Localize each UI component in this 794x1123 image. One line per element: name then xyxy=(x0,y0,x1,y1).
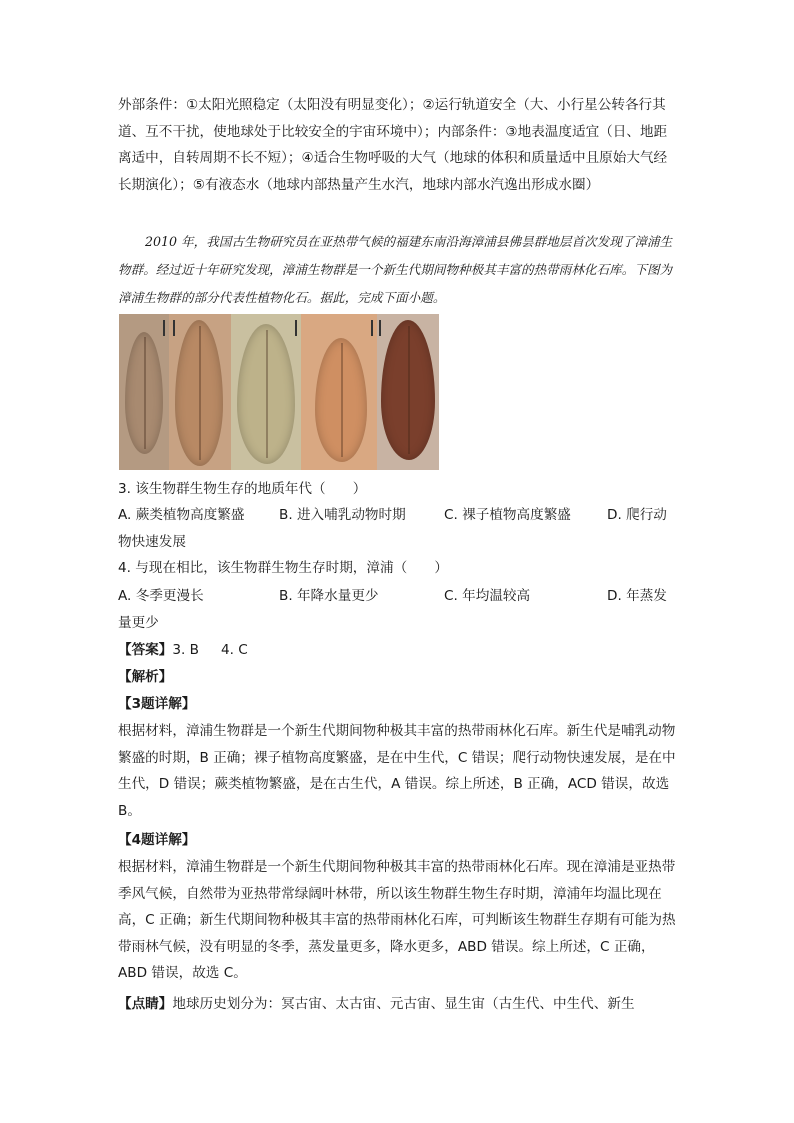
leaf-midrib xyxy=(266,330,268,459)
answer-4: 4. C xyxy=(221,642,248,658)
leaf-shape xyxy=(237,324,295,464)
answer-row xyxy=(118,637,678,664)
leaf-midrib xyxy=(144,337,146,449)
material-text: 2010 年，我国古生物研究员在亚热带气候的福建东南沿海漳浦县佛昙群地层首次发现了漳浦生物群。经过近十年研究发现，漳浦生物群是一个新生代期间物种极其丰富的热带雨林化石库。下图为漳浦生物群的部分代表性植物化石。据此，完成下面小题。 xyxy=(118,234,673,305)
leaf-midrib xyxy=(408,326,410,455)
q4-option-d: D. 年蒸发 xyxy=(607,588,667,604)
q4-option-c: C. 年均温较高 xyxy=(444,588,531,604)
fossil-1-photo xyxy=(119,314,169,470)
scale-bar xyxy=(371,320,373,336)
fossil-4-photo xyxy=(301,314,377,470)
fossil-3-photo xyxy=(231,314,301,470)
analysis-label: 【解析】 xyxy=(118,669,173,685)
question-3-options xyxy=(118,502,678,555)
leaf-shape xyxy=(381,320,435,460)
q3-option-a: A. 蕨类植物高度繁盛 xyxy=(118,507,245,523)
q3-option-d: D. 爬行动 xyxy=(607,507,667,523)
q4-option-a: A. 冬季更漫长 xyxy=(118,588,204,604)
question-4-options xyxy=(118,583,678,636)
fossil-figure xyxy=(119,314,439,470)
q3-option-b: B. 进入哺乳动物时期 xyxy=(279,507,406,523)
fossil-2-photo xyxy=(169,314,231,470)
tip-text: 地球历史划分为：冥古宙、太古宙、元古宙、显生宙（古生代、中生代、新生 xyxy=(172,996,635,1012)
scale-bar xyxy=(379,320,381,336)
conditions-paragraph: 外部条件：①太阳光照稳定（太阳没有明显变化）；②运行轨道安全（大、小行星公转各行其道、互不干扰，使地球处于比较安全的宇宙环境中）；内部条件：③地表温度适宜（日、地距离适中，自转周期不长不短）；④适合生物呼吸的大气（地球的体积和质量适中且原始大气经长期演化）；⑤有液态水（地球内部热量产生水汽，地球内部水汽逸出形成水圈） xyxy=(118,97,668,193)
scale-bar xyxy=(163,320,165,336)
question-3-stem: 3. 该生物群生物生存的地质年代（ ） xyxy=(118,481,367,497)
leaf-shape xyxy=(125,332,163,454)
detail-4-label: 【4题详解】 xyxy=(118,832,196,848)
detail-3-text: 根据材料，漳浦生物群是一个新生代期间物种极其丰富的热带雨林化石库。新生代是哺乳动物繁盛的时期，B 正确；裸子植物高度繁盛，是在中生代，C 错误；爬行动物快速发展，是在中生代，D 错误；蕨类植物繁盛，是在古生代，A 错误。综上所述，B 正确，ACD 错误，故选 B。 xyxy=(118,723,676,819)
q4-option-b: B. 年降水量更少 xyxy=(279,588,379,604)
scale-bar xyxy=(173,320,175,336)
leaf-midrib xyxy=(341,343,343,457)
detail-4-heading xyxy=(118,827,678,854)
detail-4-text: 根据材料，漳浦生物群是一个新生代期间物种极其丰富的热带雨林化石库。现在漳浦是亚热带季风气候，自然带为亚热带常绿阔叶林带，所以该生物群生物生存时期，漳浦年均温比现在高，C 正确；新生代期间物种极其丰富的热带雨林化石库，可判断该生物群生存期有可能为热带雨林气候，没有明显的冬季，蒸发量更多，降水更多，ABD 错误。综上所述，C 正确，ABD 错误，故选 C。 xyxy=(118,859,676,981)
question-4-stem: 4. 与现在相比，该生物群生物生存时期，漳浦（ ） xyxy=(118,560,448,576)
tip-paragraph xyxy=(118,991,678,1018)
leaf-midrib xyxy=(199,326,201,460)
q3-option-c: C. 裸子植物高度繁盛 xyxy=(444,507,571,523)
detail-3-label: 【3题详解】 xyxy=(118,696,196,712)
scale-bar xyxy=(295,320,297,336)
analysis-heading xyxy=(118,664,678,691)
leaf-shape xyxy=(175,320,223,466)
detail-3-heading xyxy=(118,691,678,718)
leaf-shape xyxy=(315,338,367,462)
tip-label: 【点睛】 xyxy=(118,996,173,1012)
fossil-5-photo xyxy=(377,314,439,470)
answer-3: 3. B xyxy=(172,642,199,658)
answer-label: 【答案】 xyxy=(118,642,173,658)
material-paragraph xyxy=(118,228,678,312)
q3-option-d-wrap: 物快速发展 xyxy=(118,533,186,550)
q4-option-d-wrap: 量更少 xyxy=(118,614,159,631)
